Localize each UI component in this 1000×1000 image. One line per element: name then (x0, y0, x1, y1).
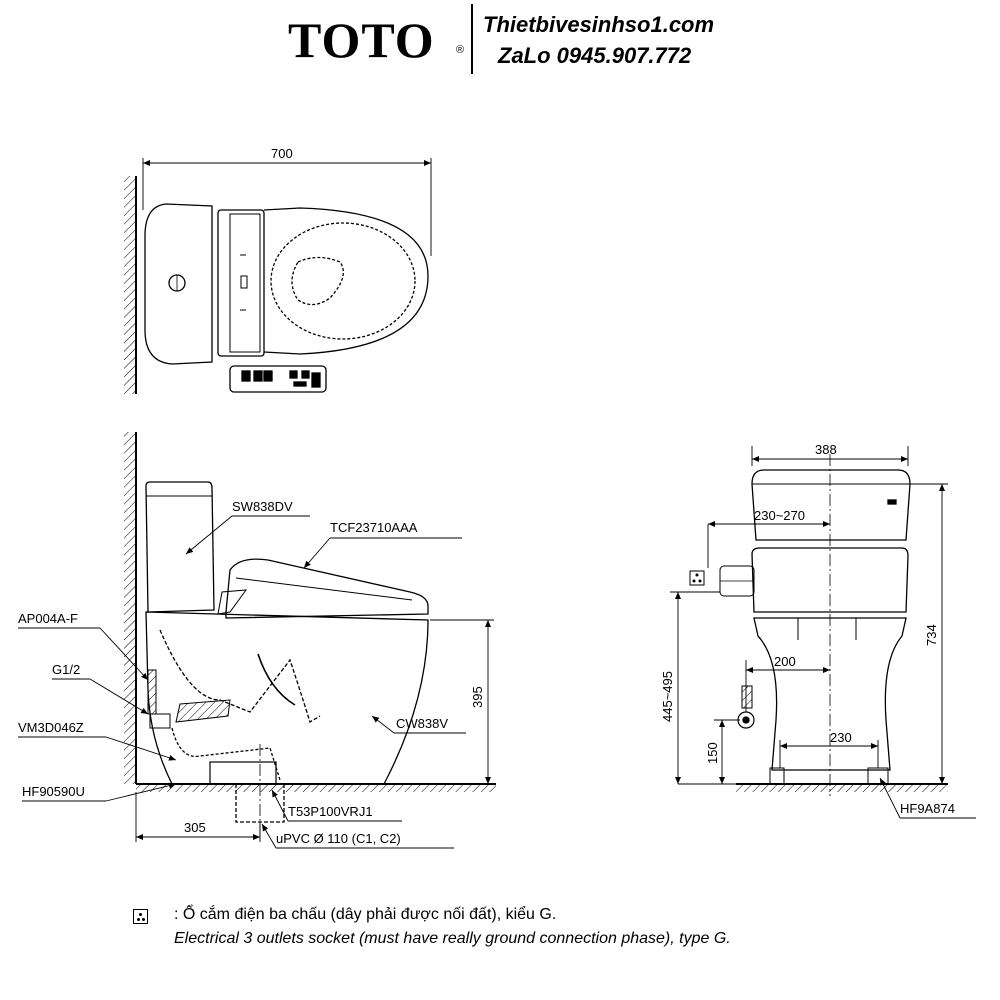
valve-assembly (176, 700, 230, 722)
floor-hatch-front (736, 784, 948, 792)
front-200-label: 200 (774, 654, 796, 669)
front-inlet-height-label: 445~495 (660, 671, 675, 722)
bowl-inner-outline (271, 223, 415, 339)
bowl-lid-outline (264, 208, 428, 354)
side-height-label: 395 (470, 686, 485, 708)
front-width-label: 388 (815, 442, 837, 457)
label-tcf23710aaa: TCF23710AAA (330, 520, 418, 535)
tank-outline (145, 204, 212, 364)
label-upvc: uPVC Ø 110 (C1, C2) (276, 831, 401, 846)
front-150-label: 150 (705, 742, 720, 764)
note-english: Electrical 3 outlets socket (must have really ground connection phase), type G. (174, 930, 731, 947)
side-bowl-outline (146, 612, 428, 784)
label-cw838v: CW838V (396, 716, 449, 731)
website-text: Thietbivesinhso1.com (483, 12, 715, 37)
side-tank-outline (146, 482, 214, 612)
side-seat-lid-outline (226, 559, 428, 618)
front-offset-label: 230~270 (754, 508, 805, 523)
side-view (18, 432, 496, 848)
label-vm3d046z: VM3D046Z (18, 720, 84, 735)
socket-legend-icon (133, 909, 148, 924)
registered-mark: ® (456, 44, 465, 56)
brand-logo: TOTO (288, 12, 435, 68)
phone-text: ZaLo 0945.907.772 (498, 43, 692, 68)
wall-hatch-side (124, 432, 136, 784)
front-view (660, 442, 976, 818)
front-height-label: 734 (924, 624, 939, 646)
drain-flange (210, 762, 276, 784)
top-view (124, 146, 431, 394)
top-width-label: 700 (271, 146, 293, 161)
label-t53p100vrj1: T53P100VRJ1 (288, 804, 373, 819)
side-305-label: 305 (184, 820, 206, 835)
label-g12: G1/2 (52, 662, 81, 677)
label-ap004a-f: AP004A-F (18, 611, 78, 626)
label-hf90590u: HF90590U (22, 784, 85, 799)
socket-icon (690, 571, 704, 585)
label-sw838dv: SW838DV (232, 499, 293, 514)
note-vietnamese: : Ổ cắm điện ba chấu (dây phải được nối đất), kiểu G. (174, 906, 557, 923)
front-230-label: 230 (830, 730, 852, 745)
label-hf9a874: HF9A874 (900, 801, 955, 816)
floor-hatch-side (136, 784, 496, 792)
supply-hose (148, 670, 156, 714)
wall-hatch-top (124, 176, 136, 394)
front-tank-outline (752, 470, 910, 540)
bowl-water-outline (292, 258, 343, 305)
